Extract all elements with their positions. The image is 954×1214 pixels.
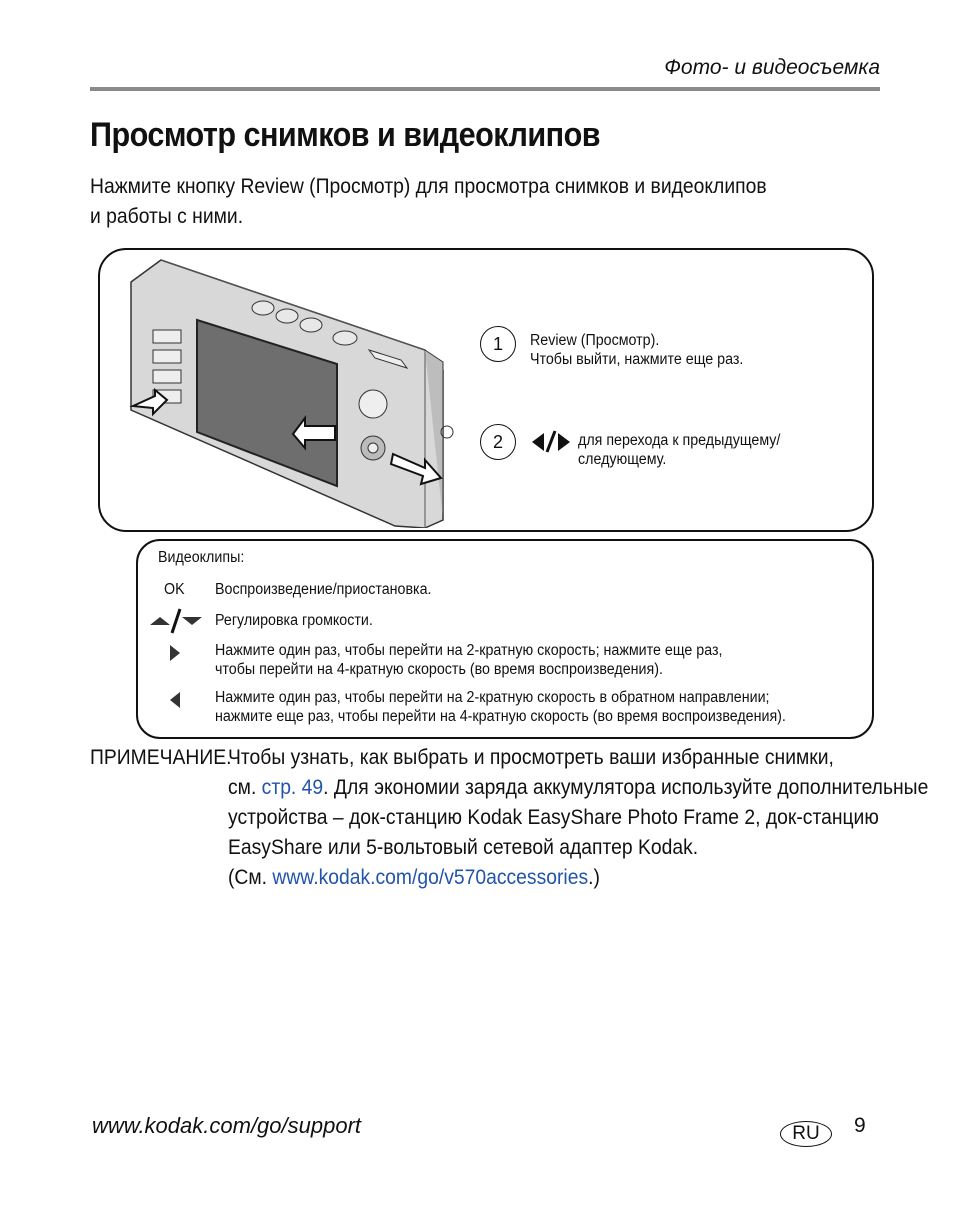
video-row-1-text: Воспроизведение/приостановка. (215, 581, 432, 598)
intro-line-2: и работы с ними. (90, 205, 244, 228)
callout-text-1 (530, 331, 743, 369)
callout-number-2: 2 (480, 424, 516, 460)
note-text (228, 743, 928, 893)
page-title: Просмотр снимков и видеоклипов (90, 116, 601, 154)
video-row-3-line-2: чтобы перейти на 4-кратную скорость (во время воспроизведения). (215, 661, 663, 678)
running-header: Фото- и видеосъемка (664, 56, 880, 79)
note-line-4: EasyShare или 5-вольтовый сетевой адаптер Kodak. (228, 836, 699, 859)
note-line-5-prefix: (См. (228, 866, 273, 889)
callout-2-line-2: следующему. (578, 451, 667, 468)
video-row-4-text (215, 688, 786, 726)
header-rule (90, 87, 880, 91)
intro-paragraph (90, 172, 789, 232)
up-down-icon (148, 607, 204, 635)
left-right-icon (530, 430, 572, 454)
note-line-5 (228, 863, 928, 893)
callout-2-line-1: для перехода к предыдущему/ (578, 432, 781, 449)
language-badge: RU (780, 1121, 832, 1147)
accessories-link[interactable]: www.kodak.com/go/v570accessories (272, 866, 589, 889)
note-line-1: Чтобы узнать, как выбрать и просмотреть ваши избранные снимки, (228, 746, 834, 769)
note-line-5-suffix: .) (588, 866, 600, 889)
video-heading: Видеоклипы: (158, 549, 245, 566)
video-row-4-line-2: нажмите еще раз, чтобы перейти на 4-кратную скорость (во время воспроизведения). (215, 708, 786, 725)
video-row-4-line-1: Нажмите один раз, чтобы перейти на 2-кратную скорость в обратном направлении; (215, 689, 770, 706)
footer-support-url[interactable]: www.kodak.com/go/support (92, 1113, 362, 1138)
note-line-2-suffix: . Для экономии заряда аккумулятора используйте дополнительные (323, 776, 929, 799)
video-row-3-text (215, 641, 722, 679)
callout-number-1: 1 (480, 326, 516, 362)
note-line-2 (228, 773, 928, 803)
note-line-2-prefix: см. (228, 776, 262, 799)
callout-text-2 (578, 431, 780, 469)
left-triangle-icon (168, 690, 182, 710)
callout-1-line-2: Чтобы выйти, нажмите еще раз. (530, 351, 744, 368)
ok-key-label: OK (164, 581, 185, 598)
right-triangle-icon (168, 643, 182, 663)
camera-illustration (125, 258, 455, 528)
page-49-link[interactable]: стр. 49 (261, 776, 324, 799)
callout-1-line-1: Review (Просмотр). (530, 332, 660, 349)
intro-line-1: Нажмите кнопку Review (Просмотр) для просмотра снимков и видеоклипов (90, 175, 767, 198)
note-line-3: устройства – док-станцию Kodak EasyShare Photo Frame 2, док-станцию (228, 806, 879, 829)
video-row-2-text: Регулировка громкости. (215, 612, 373, 629)
video-row-3-line-1: Нажмите один раз, чтобы перейти на 2-кратную скорость; нажмите еще раз, (215, 642, 723, 659)
page-number: 9 (854, 1114, 866, 1137)
note-label: ПРИМЕЧАНИЕ. (90, 746, 232, 769)
